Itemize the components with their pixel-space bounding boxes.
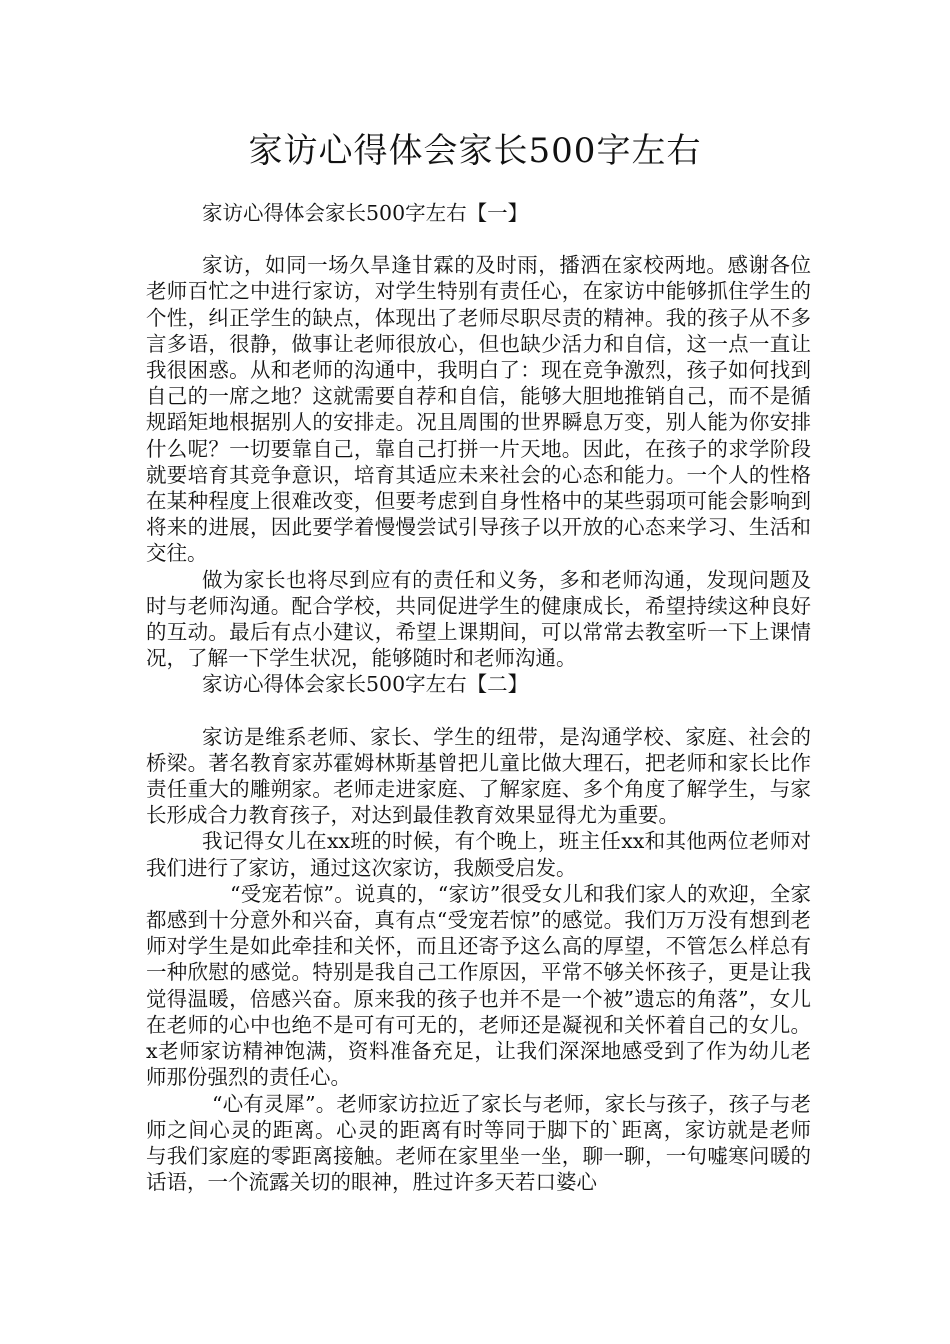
section-heading-2: 家访心得体会家长500字左右【二】 (202, 672, 529, 697)
paragraph: 我记得女儿在xx班的时候，有个晚上，班主任xx和其他两位老师对我们进行了家访，通过这次家访，我颇受启发。 (146, 829, 811, 880)
paragraph: 家访是维系老师、家长、学生的纽带，是沟通学校、家庭、社会的桥梁。著名教育家苏霍姆林斯基曾把儿童比做大理石，把老师和家长比作责任重大的雕朔家。老师走进家庭、了解家庭、多个角度了解学生，与家长形成合力教育孩子，对达到最佳教育效果显得尤为重要。 (146, 724, 811, 828)
document-body (146, 200, 811, 1195)
section-heading-1: 家访心得体会家长500字左右【一】 (202, 201, 529, 225)
paragraph: “受宠若惊”。说真的，“家访”很受女儿和我们家人的欢迎，全家都感到十分意外和兴奋，真有点“受宠若惊”的感觉。我们万万没有想到老师对学生是如此牵挂和关怀，而且还寄予这么高的厚望，不管怎么样总有一种欣慰的感觉。特别是我自己工作原因，平常不够关怀孩子，更是让我觉得温暖，倍感兴奋。原来我的孩子也并不是一个被”遗忘的角落”，女儿在老师的心中也绝不是可有可无的，老师还是凝视和关怀着自己的女儿。x老师家访精神饱满，资料准备充足，让我们深深地感受到了作为幼儿老师那份强烈的责任心。 (146, 881, 811, 1090)
document-title: 家访心得体会家长500字左右 (248, 131, 702, 171)
paragraph: 做为家长也将尽到应有的责任和义务，多和老师沟通，发现问题及时与老师沟通。配合学校，共同促进学生的健康成长，希望持续这种良好的互动。最后有点小建议，希望上课期间，可以常常去教室听一下上课情况，了解一下学生状况，能够随时和老师沟通。 (146, 567, 811, 671)
paragraph: 家访，如同一场久旱逢甘霖的及时雨，播洒在家校两地。感谢各位老师百忙之中进行家访，对学生特别有责任心，在家访中能够抓住学生的个性，纠正学生的缺点，体现出了老师尽职尽责的精神。我的孩子从不多言多语，很静，做事让老师很放心，但也缺少活力和自信，这一点一直让我很困惑。从和老师的沟通中，我明白了：现在竞争激烈，孩子如何找到自己的一席之地？这就需要自荐和自信，能够大胆地推销自己，而不是循规蹈矩地根据别人的安排走。况且周围的世界瞬息万变，别人能为你安排什么呢？一切要靠自己，靠自己打拼一片天地。因此，在孩子的求学阶段就要培育其竞争意识，培育其适应未来社会的心态和能力。一个人的性格在某种程度上很难改变，但要考虑到自身性格中的某些弱项可能会影响到将来的进展，因此要学着慢慢尝试引导孩子以开放的心态来学习、生活和交往。 (146, 253, 811, 566)
paragraph: “心有灵犀”。老师家访拉近了家长与老师，家长与孩子，孩子与老师之间心灵的距离。心灵的距离有时等同于脚下的`距离，家访就是老师与我们家庭的零距离接触。老师在家里坐一坐，聊一聊，一句嘘寒问暖的话语，一个流露关切的眼神，胜过许多天若口婆心 (146, 1091, 811, 1195)
